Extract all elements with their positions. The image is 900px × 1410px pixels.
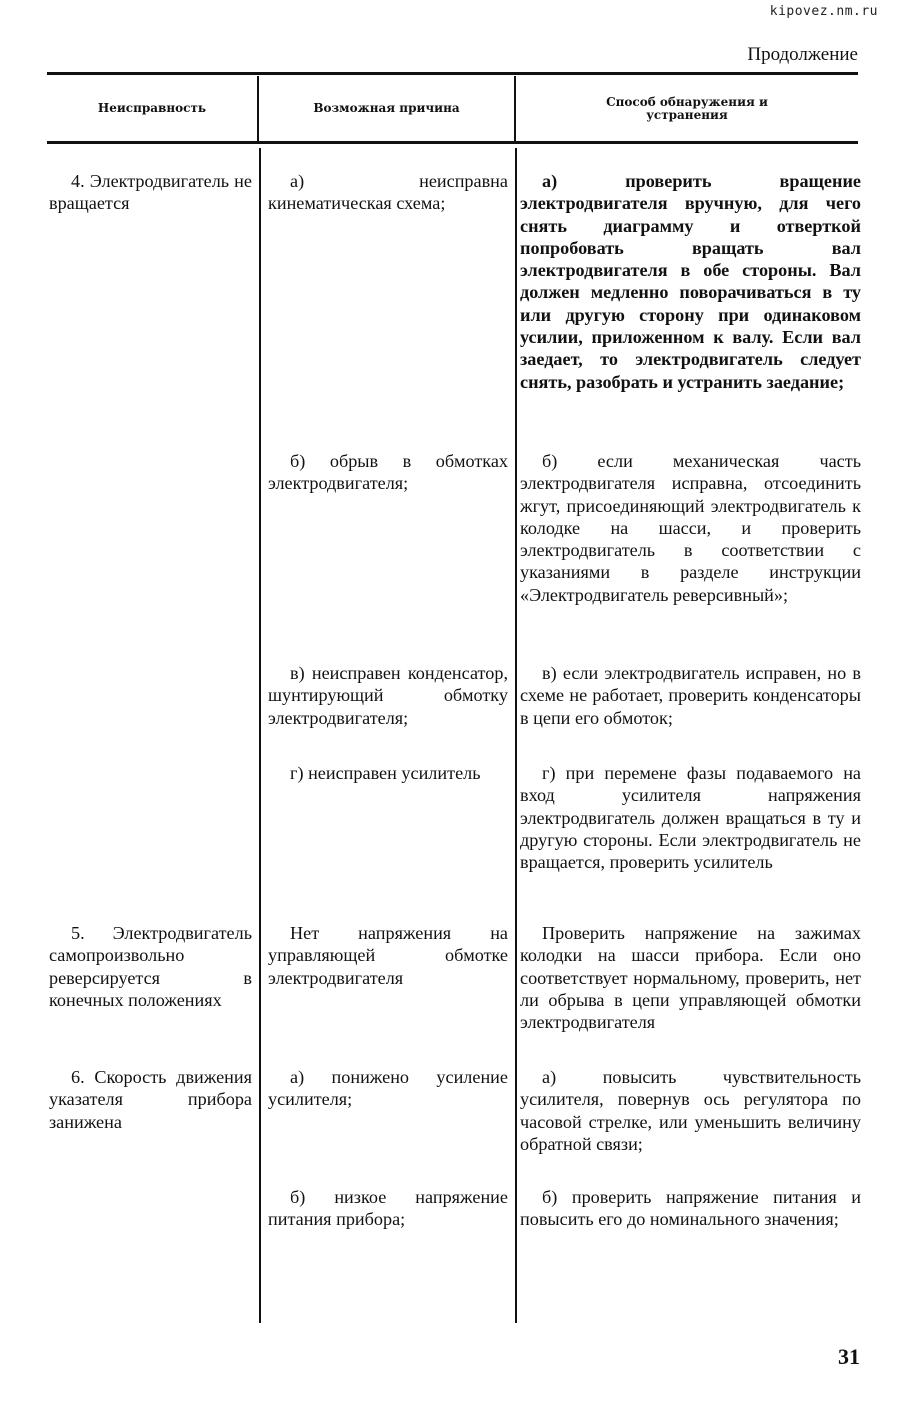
fault-cell: 5. Электродвигатель самопроизвольно реверсируется в конечных положениях bbox=[49, 923, 252, 1010]
cause-cell: Нет напряжения на управляющей обмотке электродвигателя bbox=[268, 923, 508, 988]
column-divider bbox=[259, 148, 261, 1323]
column-divider bbox=[515, 148, 517, 1323]
site-watermark: kipovez.nm.ru bbox=[769, 4, 878, 19]
cause-cell: а) понижено усиление усилителя; bbox=[268, 1067, 508, 1110]
fault-cell: 6. Скорость движения указателя прибора занижена bbox=[49, 1067, 252, 1132]
fault-cell: 4. Электродвигатель не вращается bbox=[49, 171, 252, 214]
remedy-cell: а) проверить вращение электродвигателя вручную, для чего снять диаграмму и отверткой попробовать вращать вал электродвигателя в обе стороны. Вал должен медленно поворачиваться в ту или другую сторону при одинаковом усилии, приложенном к валу. Если вал заедает, то электродвигатель следует снять, разобрать и устранить заедание; bbox=[520, 171, 861, 392]
continuation-label: Продолжение bbox=[747, 44, 858, 65]
remedy-cell: а) повысить чувствительность усилителя, повернув ось регулятора по часовой стрелке, или уменьшить величину обратной связи; bbox=[520, 1067, 861, 1154]
remedy-cell: б) проверить напряжение питания и повысить его до номинального значения; bbox=[520, 1187, 861, 1230]
cause-cell: б) обрыв в обмотках электродвигателя; bbox=[268, 451, 508, 494]
cause-cell: б) низкое напряжение питания прибора; bbox=[268, 1187, 508, 1230]
page-number: 31 bbox=[838, 1344, 860, 1369]
remedy-cell: б) если механическая часть электродвигателя исправна, отсоединить жгут, присоединяющий электродвигатель к колодке на шасси, и проверить электродвигатель в соответствии с указаниями в разделе инструкции «Электродвигатель реверсивный»; bbox=[520, 451, 861, 605]
remedy-cell: г) при перемене фазы подаваемого на вход усилителя напряжения электродвигатель должен вращаться в ту и другую стороны. Если электродвигатель не вращается, проверить усилитель bbox=[520, 763, 861, 873]
header-remedy: Способ обнаружения и устранения bbox=[606, 94, 768, 122]
remedy-cell: в) если электродвигатель исправен, но в схеме не работает, проверить конденсаторы в цепи его обмоток; bbox=[520, 663, 861, 728]
cause-cell: г) неисправен усилитель bbox=[290, 763, 481, 783]
header-cause: Возможная причина bbox=[313, 101, 460, 115]
table-top-rule bbox=[47, 72, 858, 75]
table-header-rule bbox=[47, 141, 858, 144]
cause-cell: а) неисправна кинематическая схема; bbox=[268, 171, 508, 214]
cause-cell: в) неисправен конденсатор, шунтирующий обмотку электродвигателя; bbox=[268, 663, 508, 728]
header-fault: Неисправность bbox=[97, 101, 207, 115]
remedy-cell: Проверить напряжение на зажимах колодки на шасси прибора. Если оно соответствует нормальному, проверить, нет ли обрыва в цепи управляющей обмотки электродвигателя bbox=[520, 923, 861, 1033]
